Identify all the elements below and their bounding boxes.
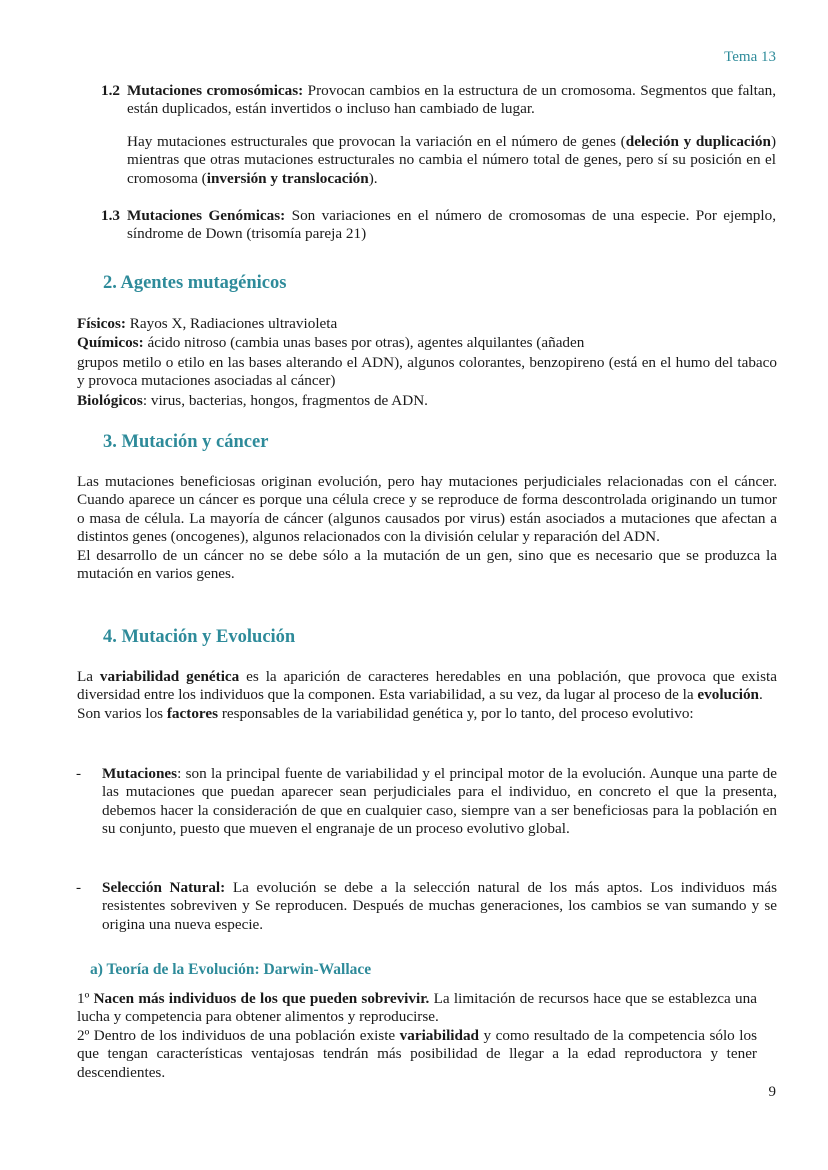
heading-mutacion-cancer: 3. Mutación y cáncer	[103, 432, 269, 452]
text: Son varios los	[77, 704, 167, 722]
page-number: 9	[768, 1084, 776, 1100]
bold-text: deleción y duplicación	[625, 132, 771, 150]
bullet-seleccion-natural	[76, 879, 777, 934]
label: Físicos:	[77, 315, 126, 332]
bullet-label: Selección Natural:	[102, 879, 226, 896]
bold-text: variabilidad	[399, 1026, 479, 1044]
section-number: 1.2	[101, 82, 120, 99]
paragraph	[127, 133, 776, 188]
quimicos-line	[77, 334, 777, 352]
text: es la aparición de caracteres heredables en una población, que provoca que exista diversidad entre los individuos que la componen. Esta variabilidad, a su vez, da lugar al proceso de la	[77, 668, 777, 704]
text: La limitación de recursos hace que se establezca una lucha y competencia para obtener alimentos y reproducirse.	[77, 990, 757, 1026]
label: Biológicos	[77, 391, 143, 409]
bold-text: variabilidad genética	[99, 668, 240, 685]
text: responsables de la variabilidad genética y, por lo tanto, del proceso evolutivo:	[218, 704, 694, 722]
bold-text: factores	[166, 704, 219, 722]
text: : virus, bacterias, hongos, fragmentos de ADN.	[142, 391, 428, 409]
label: Químicos:	[77, 334, 144, 352]
section-number: 1.3	[101, 207, 120, 224]
section-1-3	[101, 207, 776, 244]
bold-text: inversión y translocación	[206, 169, 369, 187]
section-text: Son variaciones en el número de cromosomas de una especie. Por ejemplo, síndrome de Down (trisomía pareja 21)	[127, 207, 776, 243]
text: Rayos X, Radiaciones ultravioleta	[125, 315, 338, 332]
bullet-text: La evolución se debe a la selección natural de los más aptos. Los individuos más resistentes sobreviven y Se reproducen. Después de muchas generaciones, los cambios se van sumando y se origina una nueva especie.	[102, 879, 777, 933]
paragraph	[77, 990, 757, 1027]
bullet-dash: -	[76, 765, 82, 782]
paragraph	[77, 668, 777, 705]
running-header: Tema 13	[724, 49, 776, 65]
quimicos-continuation: grupos metilo o etilo en las bases alterando el ADN), algunos colorantes, benzopireno (está en el humo del tabaco y provoca mutaciones asociadas al cáncer)	[77, 353, 777, 390]
bullet-dash: -	[76, 879, 82, 896]
text: 1º	[77, 990, 94, 1007]
paragraph	[77, 705, 777, 723]
text: ácido nitroso (cambia unas bases por otras), agentes alquilantes (añaden	[143, 334, 585, 352]
bullet-mutaciones	[76, 765, 777, 839]
section-title: Mutaciones Genómicas:	[127, 207, 286, 224]
text: 2º Dentro de los individuos de una población existe	[77, 1026, 400, 1044]
paragraph: El desarrollo de un cáncer no se debe sólo a la mutación de un gen, sino que es necesario que se produzca la mutación en varios genes.	[77, 546, 777, 583]
bold-text: Nacen más individuos de los que pueden sobrevivir.	[93, 990, 430, 1007]
bullet-text: : son la principal fuente de variabilidad y el principal motor de la evolución. Aunque una parte de las mutaciones que puedan aparecer sean perjudiciales para el individuo, en concreto el que la presenta, debemos hacer la consideración de que en cualquier caso, siempre van a ser beneficiosas para la población en su conjunto, puesto que mueven el engranaje de un proceso evolutivo global.	[102, 765, 777, 838]
text: .	[759, 686, 763, 704]
biologicos-line	[77, 392, 777, 410]
bullet-label: Mutaciones	[102, 765, 178, 782]
text: ).	[368, 169, 378, 187]
agentes-list	[77, 315, 777, 410]
heading-teoria-evolucion: a) Teoría de la Evolución: Darwin-Wallace	[90, 961, 372, 978]
section-1-2	[101, 82, 776, 188]
section-title: Mutaciones cromosómicas:	[127, 82, 304, 99]
paragraph	[77, 1027, 757, 1082]
bold-text: evolución	[697, 686, 759, 704]
text: y como resultado de la competencia sólo los que tengan características ventajosas tendrán más posibilidad de llegar a la edad reproductora y tener descendientes.	[77, 1026, 757, 1081]
cancer-text	[77, 473, 777, 583]
text: La	[77, 668, 100, 685]
paragraph: Las mutaciones beneficiosas originan evolución, pero hay mutaciones perjudiciales relacionadas con el cáncer. Cuando aparece un cáncer es porque una célula crece y se reproduce de forma descontrolada originando un tumor o masa de célula. La mayoría de cáncer (algunos causados por virus) están asociados a mutaciones que afectan a distintos genes (oncogenes), algunos relacionados con la división celular y reparación del ADN.	[77, 473, 777, 546]
evolucion-text	[77, 668, 777, 723]
fisicos-line	[77, 315, 777, 333]
text: ) mientras que otras mutaciones estructurales no cambia el número total de genes, pero sí su posición en el cromosoma (	[127, 132, 776, 187]
darwin-wallace-text	[77, 990, 757, 1082]
section-text: Provocan cambios en la estructura de un cromosoma. Segmentos que faltan, están duplicados, están invertidos o incluso han cambiado de lugar.	[127, 82, 776, 118]
heading-agentes-mutagenicos: 2. Agentes mutagénicos	[103, 273, 287, 293]
text: Hay mutaciones estructurales que provocan la variación en el número de genes (	[127, 132, 626, 150]
heading-mutacion-evolucion: 4. Mutación y Evolución	[103, 627, 296, 647]
